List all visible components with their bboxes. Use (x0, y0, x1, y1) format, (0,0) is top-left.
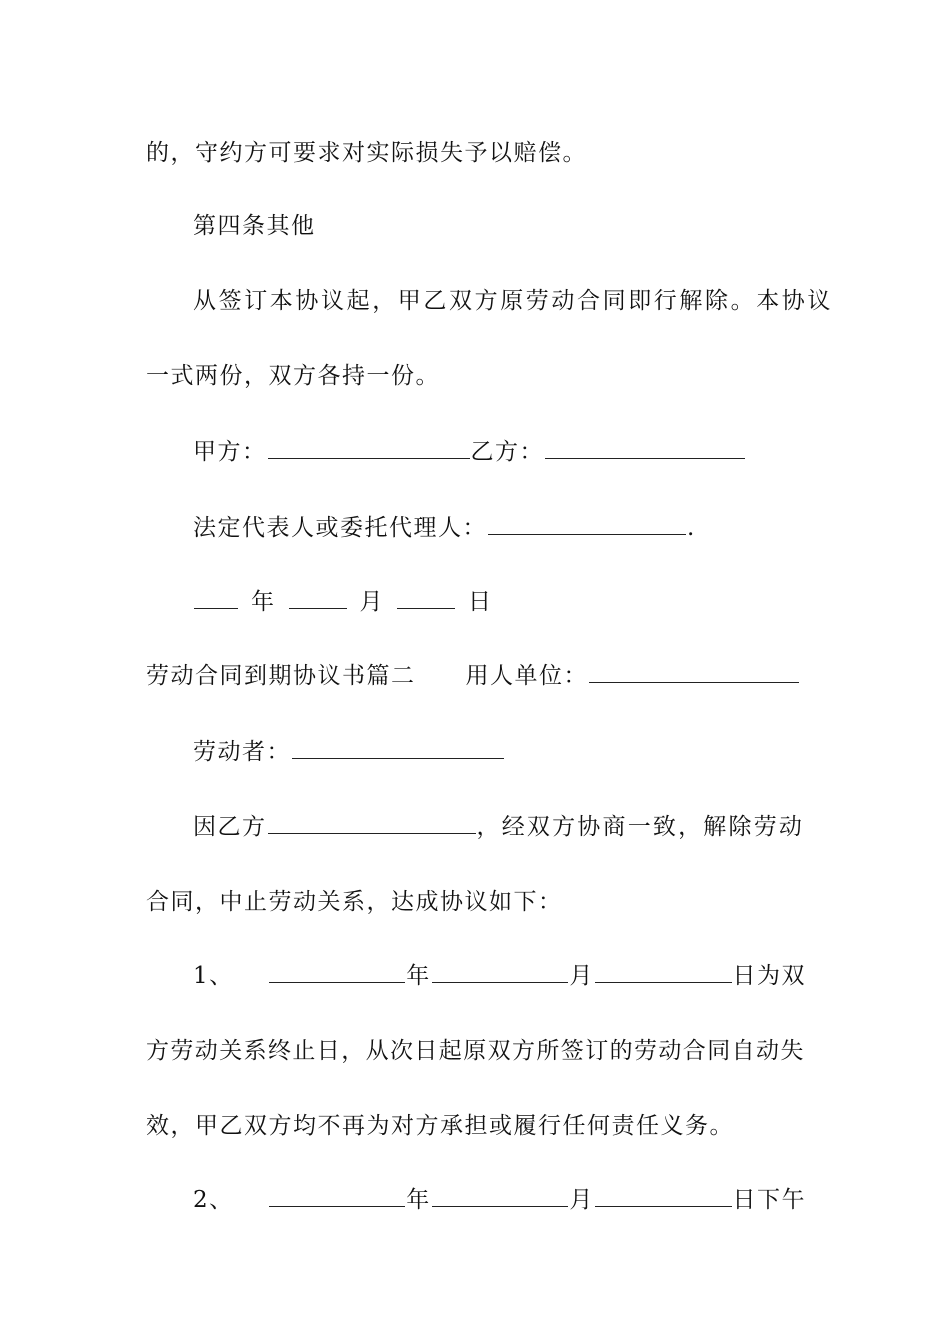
paragraph-line (193, 811, 806, 843)
party-b-label: 乙方： (470, 439, 544, 465)
month-blank[interactable] (432, 962, 569, 983)
day-blank[interactable] (595, 962, 732, 983)
worker-blank[interactable] (292, 738, 504, 759)
date-line (193, 586, 806, 618)
representative-blank[interactable] (488, 514, 686, 535)
representative-label: 法定代表人或委托代理人： (193, 515, 487, 541)
day-blank[interactable] (397, 588, 455, 609)
year-blank[interactable] (269, 1186, 406, 1207)
text-segment: 合同，中止劳动关系，达成协议如下： (146, 889, 563, 915)
representative-line (193, 512, 806, 544)
paragraph-line (146, 360, 806, 392)
paragraph-line (146, 886, 806, 918)
employer-blank[interactable] (589, 662, 799, 683)
worker-line (193, 736, 806, 768)
party-a-blank[interactable] (268, 438, 470, 459)
text-segment: 一式两份，双方各持一份。 (146, 363, 440, 389)
text-segment: 的，守约方可要求对实际损失予以赔偿。 (146, 140, 587, 166)
reason-blank[interactable] (268, 813, 476, 834)
section-title-line (146, 660, 806, 692)
month-blank[interactable] (432, 1186, 569, 1207)
signature-line (193, 436, 806, 468)
month-blank[interactable] (289, 588, 347, 609)
text-segment: 日下午 (732, 1187, 807, 1213)
employer-label: 用人单位： (465, 663, 588, 689)
clause-2-line (193, 1184, 806, 1216)
month-label: 月 (359, 589, 384, 615)
worker-label: 劳动者： (193, 739, 291, 765)
text-segment: 第四条其他 (193, 213, 316, 239)
text-segment: 效，甲乙双方均不再为对方承担或履行任何责任义务。 (146, 1113, 734, 1139)
clause-1-line (193, 960, 806, 992)
paragraph-line (193, 285, 833, 317)
month-label: 月 (569, 963, 594, 989)
year-label: 年 (251, 589, 276, 615)
party-a-label: 甲方： (193, 439, 267, 465)
clause-number: 2、 (193, 1187, 234, 1213)
section-heading (193, 210, 806, 242)
section-title: 劳动合同到期协议书篇二 (146, 663, 416, 689)
year-label: 年 (406, 963, 431, 989)
day-label: 日 (468, 589, 493, 615)
text-segment: ，经双方协商一致，解除劳动 (476, 814, 805, 840)
month-label: 月 (569, 1187, 594, 1213)
paragraph-line (146, 1110, 806, 1142)
text-segment: 从签订本协议起，甲乙双方原劳动合同即行解除。本协议 (193, 288, 833, 314)
party-b-blank[interactable] (545, 438, 745, 459)
year-blank[interactable] (194, 588, 238, 609)
period: . (687, 515, 696, 541)
year-blank[interactable] (269, 962, 406, 983)
day-blank[interactable] (595, 1186, 732, 1207)
clause-number: 1、 (193, 963, 234, 989)
paragraph-line (146, 1035, 806, 1067)
paragraph-line (146, 137, 806, 169)
text-segment: 因乙方 (193, 814, 267, 840)
text-segment: 日为双 (732, 963, 807, 989)
text-segment: 方劳动关系终止日，从次日起原双方所签订的劳动合同自动失 (146, 1038, 805, 1064)
year-label: 年 (406, 1187, 431, 1213)
